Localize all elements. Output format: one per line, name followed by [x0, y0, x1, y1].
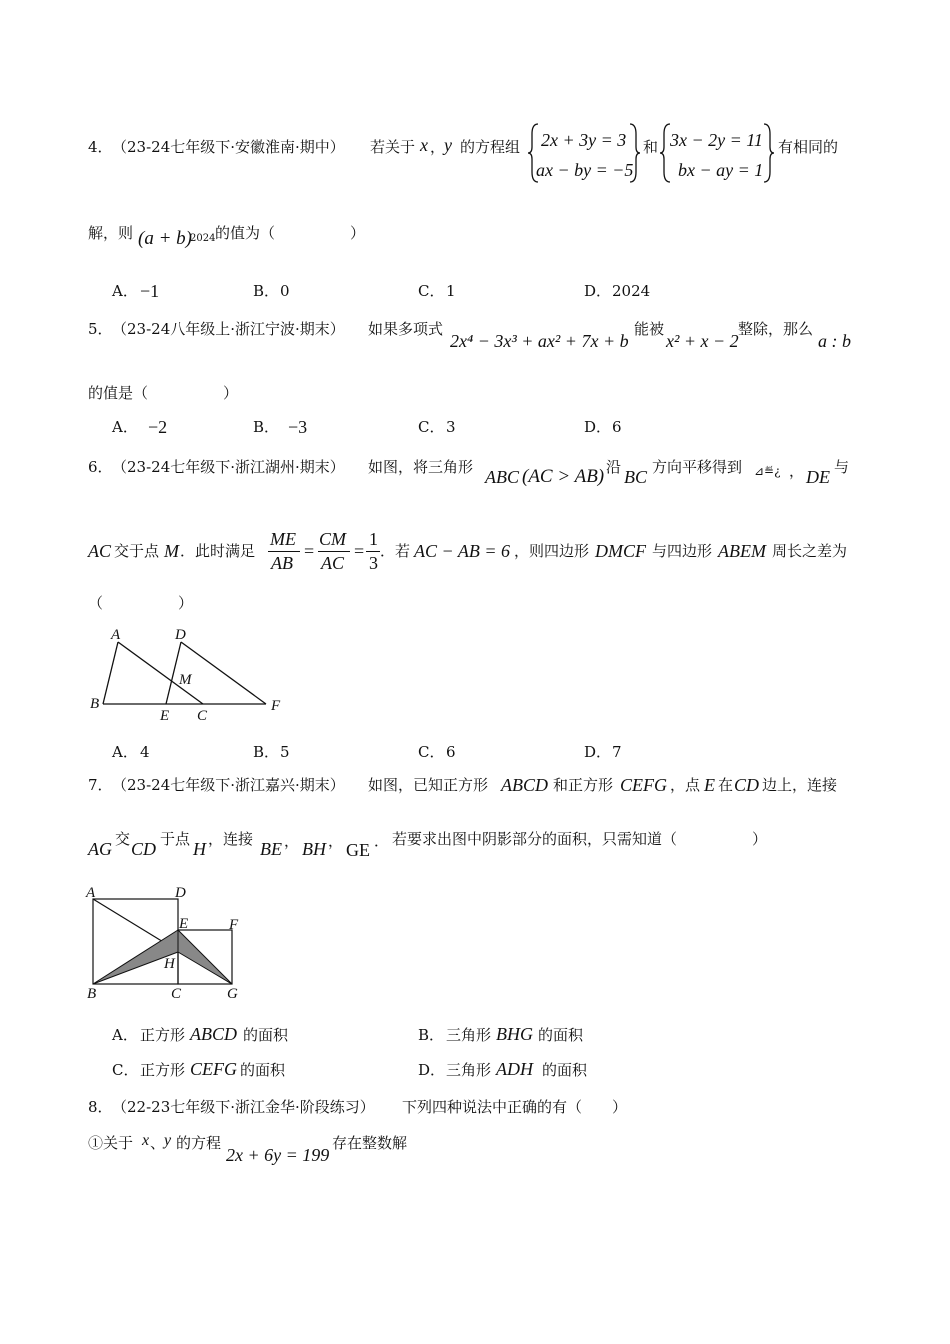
q4-source: （23-24七年级下·安徽淮南·期中）	[112, 138, 345, 156]
q6-option-a-value: 4	[140, 743, 150, 761]
q7-label-b: B	[87, 986, 97, 1002]
q6-seg-df	[181, 642, 266, 704]
q4-var-x: x	[420, 135, 428, 155]
q6-frac3-numerator: 1	[369, 529, 378, 549]
q7-option-c-pre: 正方形	[140, 1061, 186, 1079]
q4-var-y: y	[444, 135, 452, 155]
q7-option-a-pre: 正方形	[140, 1026, 186, 1044]
q4-option-d-value: 2024	[612, 282, 651, 300]
q4-sys1-eq2: ax − by = −5	[536, 160, 634, 180]
q6-frac1-numerator: ME	[270, 529, 296, 549]
q4-option-c-value: 1	[446, 282, 456, 300]
q8-item1-a: ①关于	[88, 1134, 134, 1152]
q4-sys1-eq1: 2x + 3y = 3	[541, 130, 627, 150]
q7-l2-lianjie: ，连接	[208, 830, 254, 848]
q7-stem-a: 如图，已知正方形	[368, 776, 489, 794]
q4-stem-a: 若关于	[370, 138, 416, 156]
q7-label-g: G	[227, 986, 238, 1002]
q7-stem-b: 和正方形	[553, 776, 614, 794]
q7-l2-yu: 于点	[160, 830, 191, 848]
q8-item1-y: y	[164, 1132, 172, 1149]
q6-stem-c: 方向平移得到	[652, 458, 743, 476]
q5-option-a-label: A．	[112, 418, 138, 436]
q6-label-m: M	[179, 672, 192, 688]
q6-option-a-label: A．	[112, 743, 138, 761]
q6-l2-ac: AC	[88, 541, 112, 561]
q4-sys2-eq2: bx − ay = 1	[678, 160, 764, 180]
q8-item1-b: 的方程	[176, 1134, 222, 1152]
q6-direction: BC	[624, 467, 648, 487]
q4-option-b-label: B．	[253, 282, 280, 300]
q6-l2-d: ，则四边形	[514, 542, 590, 560]
q6-eq-1: =	[304, 541, 315, 561]
q6-label-c: C	[197, 708, 208, 722]
q5-stem-a: 如果多项式	[368, 320, 444, 338]
q6-comma: ，	[789, 462, 805, 480]
q4-exponent: 2024	[190, 233, 216, 244]
q7-l2-comma-2: ，	[328, 832, 344, 850]
q6-frac2-denominator: AC	[321, 553, 345, 573]
q6-number: 6．	[88, 458, 113, 476]
q5-option-c-value: 3	[446, 418, 456, 436]
q6-stem-a: 如图，将三角形	[368, 458, 474, 476]
q8-source: （22-23七年级下·浙江金华·阶段练习）	[112, 1098, 375, 1116]
q7-l2-be: BE	[260, 839, 282, 859]
q7-option-b-pre: 三角形	[446, 1026, 492, 1044]
q7-label-d: D	[175, 885, 186, 901]
q7-square-2: CEFG	[620, 775, 667, 795]
q6-l2-e: 与四边形	[652, 542, 713, 560]
q7-option-b-name: BHG	[496, 1024, 533, 1044]
q7-l2-tail: 若要求出图中阴影部分的面积，只需知道（ ）	[392, 830, 768, 848]
q7-l2-ag: AG	[88, 839, 112, 859]
q6-line3: （ ）	[88, 594, 194, 612]
q4-comma: ，	[430, 138, 446, 156]
q5-stem-b: 能被	[634, 320, 665, 338]
q4-option-a-label: A．	[112, 282, 138, 300]
q4-sys2-eq1: 3x − 2y = 11	[670, 130, 763, 150]
q7-stem-c: ，点	[670, 776, 701, 794]
q7-label-a: A	[86, 885, 96, 901]
q6-label-b: B	[90, 696, 100, 712]
q7-l2-cd: CD	[131, 839, 157, 859]
q7-option-d-label: D．	[418, 1061, 446, 1079]
q7-label-c: C	[171, 986, 182, 1002]
q6-figure	[86, 622, 286, 722]
q5-option-b-label: B．	[253, 418, 280, 436]
q5-option-d-label: D．	[584, 418, 612, 436]
q4-number: 4．	[88, 138, 113, 156]
q7-label-h: H	[164, 956, 175, 972]
q5-stem-c: 整除，那么	[738, 320, 814, 338]
q7-l2-ge: GE	[346, 840, 370, 860]
q6-triangle: ABC	[485, 467, 519, 487]
q7-option-a-post: 的面积	[243, 1026, 289, 1044]
q6-l2-f: 周长之差为	[772, 542, 848, 560]
q7-option-d-pre: 三角形	[446, 1061, 492, 1079]
q6-condition: (AC > AB)	[522, 466, 605, 487]
q5-divisor: x² + x − 2	[666, 331, 739, 351]
q6-stem-d: 与	[834, 458, 850, 476]
q5-number: 5．	[88, 320, 113, 338]
q6-frac3-denominator: 3	[369, 553, 378, 573]
q6-option-b-label: B．	[253, 743, 280, 761]
q4-line2-a: 解，则	[88, 224, 134, 242]
q6-condition-2: AC − AB = 6	[414, 541, 510, 561]
q6-option-c-label: C．	[418, 743, 445, 761]
q4-expr: (a + b)	[138, 228, 192, 249]
q7-l2-dot: ．	[374, 832, 390, 850]
q7-option-b-post: 的面积	[538, 1026, 584, 1044]
q7-stem-d: 在	[718, 776, 734, 794]
q5-option-d-value: 6	[612, 418, 622, 436]
q7-source: （23-24七年级下·浙江嘉兴·期末）	[112, 776, 345, 794]
q6-option-d-value: 7	[612, 743, 622, 761]
q8-stem: 下列四种说法中正确的有（ ）	[402, 1098, 628, 1116]
q8-item1-sep: 、	[150, 1134, 166, 1152]
q6-eq-2: =	[354, 541, 365, 561]
q5-option-c-label: C．	[418, 418, 445, 436]
q8-number: 8．	[88, 1098, 113, 1116]
q4-option-a-value: −1	[140, 281, 160, 301]
q5-line2: 的值是（ ）	[88, 384, 239, 402]
q5-option-a-value: −2	[148, 417, 168, 437]
q8-item1-equation: 2x + 6y = 199	[226, 1145, 330, 1165]
q6-seg-ab	[103, 642, 118, 704]
q5-polynomial: 2x⁴ − 3x³ + ax² + 7x + b	[450, 331, 629, 351]
q6-l2-c: ．若	[380, 542, 411, 560]
q7-option-d-name: ADH	[496, 1059, 533, 1079]
q6-quad-1: DMCF	[595, 541, 646, 561]
q8-item1-x: x	[142, 1132, 150, 1149]
q5-source: （23-24八年级上·浙江宁波·期末）	[112, 320, 345, 338]
q7-option-c-name: CEFG	[190, 1059, 237, 1079]
q6-label-e: E	[160, 708, 170, 722]
q7-option-c-label: C．	[112, 1061, 139, 1079]
q7-shaded-triangle-egh	[178, 930, 232, 984]
q6-quad-2: ABEM	[718, 541, 766, 561]
q6-option-d-label: D．	[584, 743, 612, 761]
q7-square-1: ABCD	[501, 775, 548, 795]
q7-option-c-post: 的面积	[240, 1061, 286, 1079]
q6-label-d: D	[175, 627, 186, 643]
q6-frac1-bar	[268, 551, 300, 552]
q7-label-e: E	[179, 916, 189, 932]
q6-frac1-denominator: AB	[271, 553, 293, 573]
q6-frac2-numerator: CM	[319, 529, 346, 549]
q7-l2-comma-1: ，	[284, 832, 300, 850]
q6-frac2-bar	[318, 551, 350, 552]
q4-option-c-label: C．	[418, 282, 445, 300]
q6-label-a: A	[111, 627, 121, 643]
q6-l2-b: ．此时满足	[180, 542, 256, 560]
q6-label-f: F	[271, 698, 281, 714]
q6-l2-m: M	[164, 541, 179, 561]
q6-option-b-value: 5	[280, 743, 290, 761]
q5-ratio: a : b	[818, 331, 851, 351]
q7-l2-bh: BH	[302, 839, 326, 859]
q7-point-e: E	[704, 775, 715, 795]
q4-and: 和	[643, 138, 659, 156]
q7-stem-e: 边上，连接	[762, 776, 838, 794]
q5-option-b-value: −3	[288, 417, 308, 437]
q6-option-c-value: 6	[446, 743, 456, 761]
q4-option-d-label: D．	[584, 282, 612, 300]
q7-segment-cd: CD	[734, 775, 760, 795]
q4-option-b-value: 0	[280, 282, 290, 300]
q7-l2-jiao: 交	[115, 830, 131, 848]
q6-source: （23-24七年级下·浙江湖州·期末）	[112, 458, 345, 476]
q8-item1-c: 存在整数解	[332, 1134, 408, 1152]
q6-frac3-bar	[366, 551, 380, 552]
q6-l2-a: 交于点	[114, 542, 160, 560]
q7-option-d-post: 的面积	[542, 1061, 588, 1079]
q4-stem-b: 的方程组	[460, 138, 521, 156]
q6-de: DE	[806, 467, 830, 487]
q4-line2-b: 的值为（ ）	[215, 224, 366, 242]
q6-garbled-glyph: ⊿≝¿	[754, 464, 781, 478]
q7-figure	[84, 880, 254, 1002]
q7-option-a-label: A．	[112, 1026, 138, 1044]
q6-stem-b: 沿	[606, 458, 622, 476]
q7-l2-h: H	[193, 839, 206, 859]
q7-option-a-name: ABCD	[190, 1024, 237, 1044]
q4-stem-c: 有相同的	[778, 138, 839, 156]
q7-label-f: F	[229, 917, 239, 933]
q7-option-b-label: B．	[418, 1026, 445, 1044]
q7-number: 7．	[88, 776, 113, 794]
